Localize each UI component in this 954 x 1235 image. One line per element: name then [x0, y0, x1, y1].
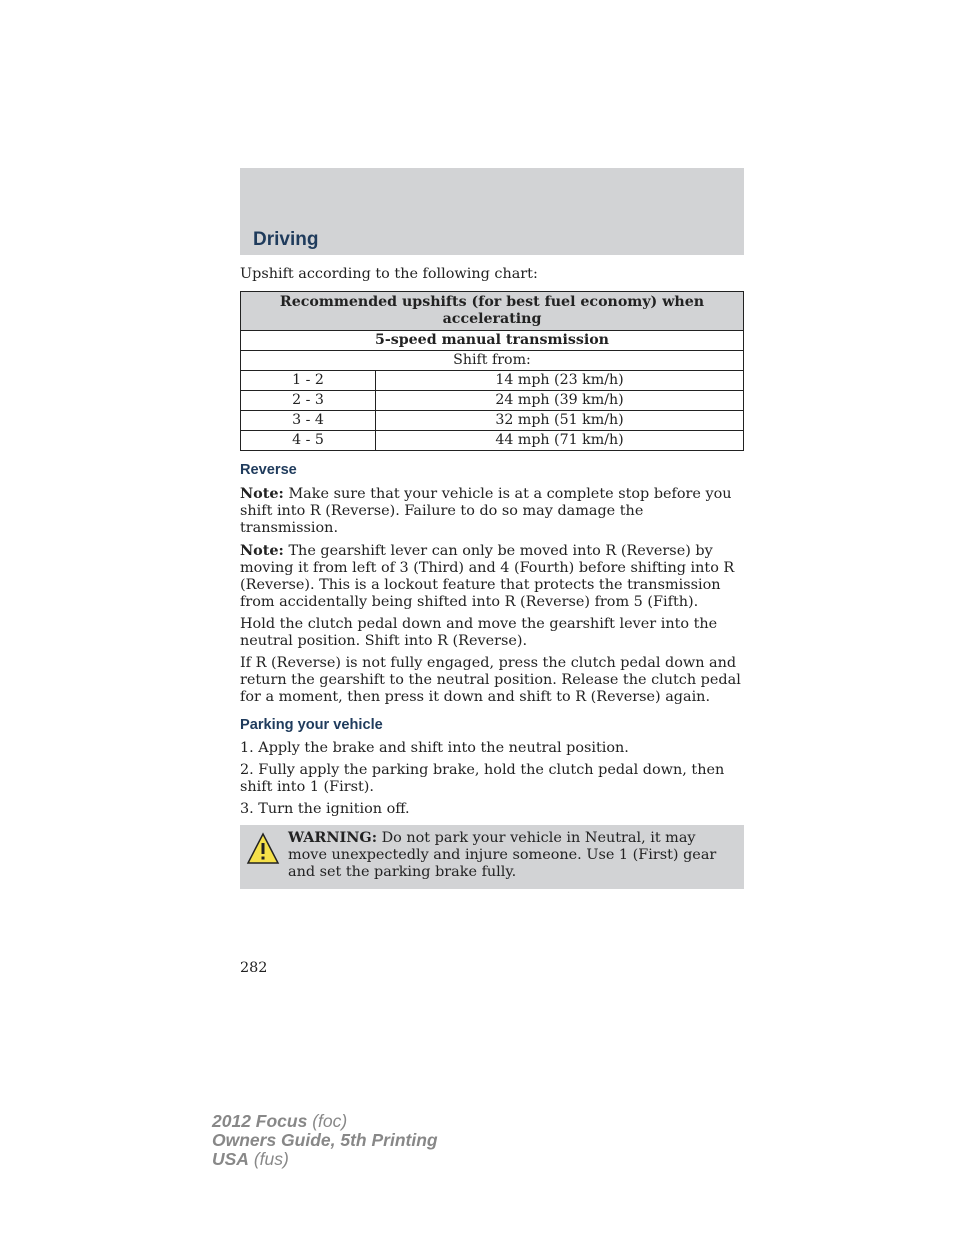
reverse-note-2	[240, 542, 744, 611]
gear-cell: 4 - 5	[241, 431, 376, 451]
document-footer	[212, 1112, 438, 1169]
speed-cell: 14 mph (23 km/h)	[376, 371, 744, 391]
warning-body: Do not park your vehicle in Neutral, it may move unexpectedly and injure someone. Use 1 (First) gear and set the parking brake fully.	[288, 830, 717, 880]
note-text: Make sure that your vehicle is at a complete stop before you shift into R (Reverse). Failure to do so may damage the transmission.	[240, 486, 732, 536]
page-content	[240, 266, 744, 889]
table-row	[241, 391, 744, 411]
parking-step-1: 1. Apply the brake and shift into the neutral position.	[240, 740, 629, 756]
table-row	[241, 411, 744, 431]
table-row	[241, 371, 744, 391]
warning-text	[246, 829, 736, 881]
gear-cell: 3 - 4	[241, 411, 376, 431]
table-subtitle: 5-speed manual transmission	[241, 331, 744, 351]
speed-cell: 32 mph (51 km/h)	[376, 411, 744, 431]
footer-region: USA	[212, 1149, 249, 1169]
page-number: 282	[240, 960, 268, 976]
gear-cell: 2 - 3	[241, 391, 376, 411]
note-text: The gearshift lever can only be moved into R (Reverse) by moving it from left of 3 (Third) and 4 (Fourth) before shifting into R (Reverse). This is a lockout feature that protects the transmission from accidentally being shifted into R (Reverse) from 5 (Fifth).	[240, 543, 735, 610]
table-title: Recommended upshifts (for best fuel economy) when accelerating	[241, 292, 744, 331]
parking-step-2: 2. Fully apply the parking brake, hold the clutch pedal down, then shift into 1 (First).	[240, 762, 725, 795]
upshift-table	[240, 291, 744, 451]
footer-region-code: (fus)	[248, 1149, 289, 1169]
table-row	[241, 431, 744, 451]
warning-triangle-icon	[246, 832, 280, 866]
reverse-paragraph-1: Hold the clutch pedal down and move the gearshift lever into the neutral position. Shift into R (Reverse).	[240, 616, 718, 649]
note-label: Note:	[240, 542, 284, 559]
section-header-band	[240, 168, 744, 255]
gear-cell: 1 - 2	[241, 371, 376, 391]
section-title: Driving	[253, 229, 319, 250]
reverse-note-1	[240, 485, 744, 537]
reverse-heading: Reverse	[240, 462, 297, 478]
note-label: Note:	[240, 485, 284, 502]
table-shift-label: Shift from:	[241, 351, 744, 371]
speed-cell: 44 mph (71 km/h)	[376, 431, 744, 451]
intro-text: Upshift according to the following chart:	[240, 266, 538, 282]
reverse-paragraph-2: If R (Reverse) is not fully engaged, press the clutch pedal down and return the gearshift to the neutral position. Release the clutch pedal for a moment, then press it down and shift to R (Reverse) again.	[240, 655, 741, 705]
footer-model: 2012 Focus	[212, 1111, 308, 1131]
parking-heading: Parking your vehicle	[240, 717, 383, 733]
speed-cell: 24 mph (39 km/h)	[376, 391, 744, 411]
warning-label: WARNING:	[288, 829, 378, 846]
footer-guide: Owners Guide, 5th Printing	[212, 1130, 438, 1150]
warning-box	[240, 825, 744, 889]
footer-model-code: (foc)	[307, 1111, 348, 1131]
parking-step-3: 3. Turn the ignition off.	[240, 801, 410, 817]
